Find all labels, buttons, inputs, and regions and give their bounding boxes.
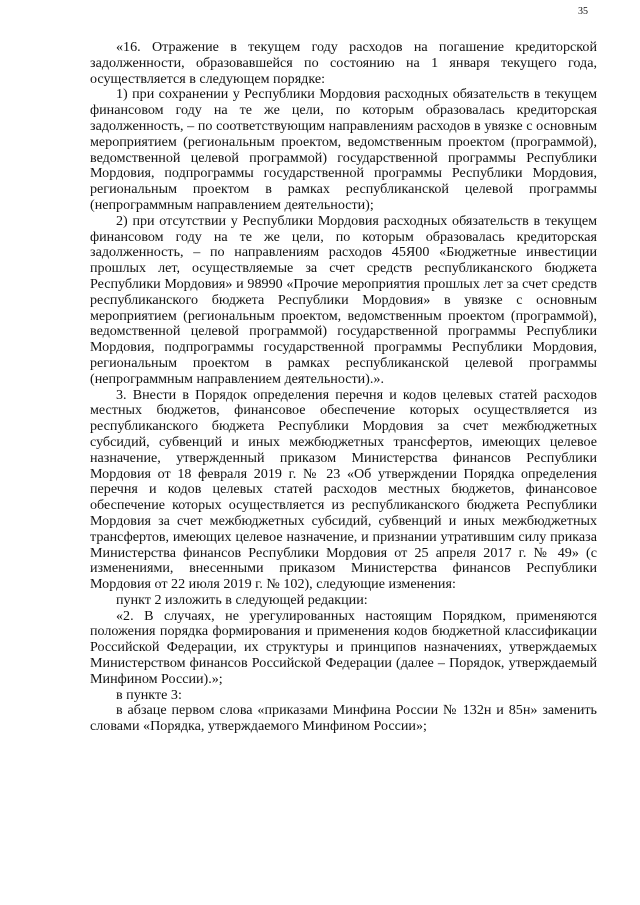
paragraph-point-2-instruction: пункт 2 изложить в следующей редакции: <box>116 591 368 608</box>
page-number: 35 <box>578 6 588 17</box>
paragraph-point-2-text: «2. В случаях, не урегулированных настоящим Порядком, применяются положения порядка формирования и применения кодов бюджетной классификации Российской Федерации, их структуры и принципов назначениях, утверждаемых Министерством финансов Российской Федерации (далее – Порядок, утверждаемый Минфином России).»; <box>90 607 597 687</box>
document-body <box>90 40 597 735</box>
paragraph-point-3-change: в абзаце первом слова «приказами Минфина России № 132н и 85н» заменить словами «Порядка, утверждаемого Минфином России»; <box>90 702 597 735</box>
paragraph-item-16-subitem-1: 1) при сохранении у Республики Мордовия расходных обязательств в текущем финансовом году на те же цели, по которым образовалась кредиторская задолженность, – по соответствующим направлениям расходов в увязке с основным мероприятием (региональным проектом, ведомственным проектом (программой), ведомственной целевой программой) государственной программы Республики Мордовия, подпрограммы государственной программы Республики Мордовия, региональным проектом в рамках республиканской целевой программы (непрограммным направлением деятельности); <box>90 86 597 213</box>
paragraph-point-3-instruction: в пункте 3: <box>116 686 182 703</box>
paragraph-item-16-subitem-2: 2) при отсутствии у Республики Мордовия расходных обязательств в текущем финансовом году на те же цели, по которым образовалась кредиторская задолженность, – по направлениям расходов 45Я00 «Бюджетные инвестиции прошлых лет, осуществляемые за счет средств республиканского бюджета Республики Мордовия» и 98990 «Прочие мероприятия прошлых лет за счет средств республиканского бюджета Республики Мордовия» в увязке с основным мероприятием (региональным проектом, ведомственным проектом (программой), ведомственной целевой программой) государственной программы Республики Мордовия, подпрограммы государственной программы Республики Мордовия, региональным проектом в рамках республиканской целевой программы (непрограммным направлением деятельности).». <box>90 212 597 387</box>
paragraph-item-3: 3. Внести в Порядок определения перечня и кодов целевых статей расходов местных бюджетов, финансовое обеспечение которых осуществляется из республиканского бюджета Республики Мордовия за счет межбюджетных субсидий, субвенций и иных межбюджетных трансфертов, имеющих целевое назначение, утвержденный приказом Министерства финансов Республики Мордовия от 18 февраля 2019 г. № 23 «Об утверждении Порядка определения перечня и кодов целевых статей расходов местных бюджетов, финансовое обеспечение которых осуществляется из республиканского бюджета Республики Мордовия за счет межбюджетных субсидий, субвенций и иных межбюджетных трансфертов, имеющих целевое назначение, и признании утратившим силу приказа Министерства финансов Республики Мордовия от 25 апреля 2017 г. № 49» (с изменениями, внесенными приказом Министерства финансов Республики Мордовия от 22 июля 2019 г. № 102), следующие изменения: <box>90 386 597 593</box>
paragraph-item-16-intro: «16. Отражение в текущем году расходов на погашение кредиторской задолженности, образовавшейся по состоянию на 1 января текущего года, осуществляется в следующем порядке: <box>90 39 597 87</box>
